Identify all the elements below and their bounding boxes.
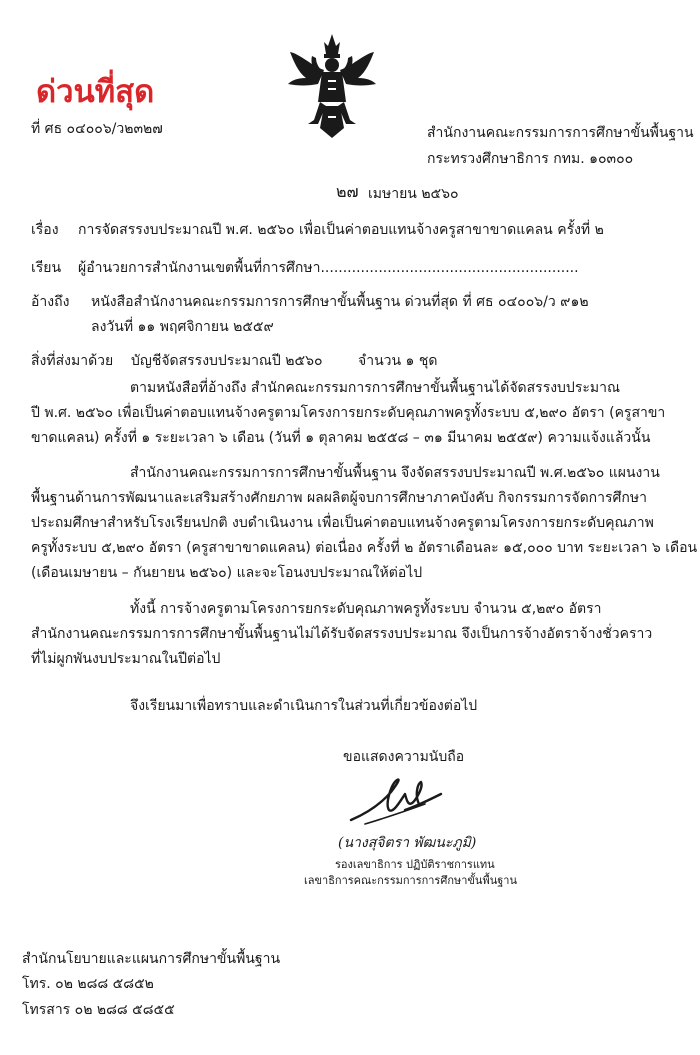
recipient-label: เรียน [31,260,62,276]
body-line: ที่ไม่ผูกพันงบประมาณในปีต่อไป [31,651,221,667]
sender-office: สำนักงานคณะกรรมการการศึกษาขั้นพื้นฐาน [427,125,694,141]
signatory-position-2: เลขาธิการคณะกรรมการการศึกษาขั้นพื้นฐาน [304,874,517,887]
body-line: ทั้งนี้ การจ้างครูตามโครงการยกระดับคุณภาพครูทั้งระบบ จำนวน ๕,๒๙๐ อัตรา [130,601,602,617]
signatory-name: (นางสุจิตรา พัฒนะภูมิ) [338,835,477,851]
enclosure-quantity: จำนวน ๑ ชุด [358,353,438,369]
body-line: ประถมศึกษาสำหรับโรงเรียนปกติ งบดำเนินงาน เพื่อเป็นค่าตอบแทนจ้างครูตามโครงการยกระดับคุณภาพ [31,515,654,531]
body-line: สำนักงานคณะกรรมการการศึกษาขั้นพื้นฐาน จึงจัดสรรงบประมาณปี พ.ศ.๒๕๖๐ แผนงาน [130,465,660,481]
reference-label: อ้างถึง [31,294,70,310]
body-line: ตามหนังสือที่อ้างถึง สำนักคณะกรรมการการศึกษาขั้นพื้นฐานได้จัดสรรงบประมาณ [130,380,620,396]
body-line: ขาดแคลน) ครั้งที่ ๑ ระยะเวลา ๖ เดือน (วันที่ ๑ ตุลาคม ๒๕๕๘ – ๓๑ มีนาคม ๒๕๕๙) ความแจ้งแล้วนั้น [31,430,651,446]
footer-office: สำนักนโยบายและแผนการศึกษาขั้นพื้นฐาน [22,951,281,967]
body-line: พื้นฐานด้านการพัฒนาและเสริมสร้างศักยภาพ ผลผลิตผู้จบการศึกษาภาคบังคับ กิจกรรมการจัดการศึกษา [31,490,647,506]
body-line: (เดือนเมษายน – กันยายน ๒๕๖๐) และจะโอนงบประมาณให้ต่อไป [31,565,423,581]
date-day: ๒๗ [336,182,359,201]
body-line: สำนักงานคณะกรรมการการศึกษาขั้นพื้นฐานไม่ได้รับจัดสรรงบประมาณ จึงเป็นการจ้างอัตราจ้างชั่วคราว [31,626,653,642]
footer-phone: โทร. ๐๒ ๒๘๘ ๕๘๕๒ [22,976,154,992]
enclosure-text: บัญชีจัดสรรงบประมาณปี ๒๕๖๐ [131,353,323,369]
subject-text: การจัดสรรงบประมาณปี พ.ศ. ๒๕๖๐ เพื่อเป็นค่าตอบแทนจ้างครูสาขาขาดแคลน ครั้งที่ ๒ [78,222,604,238]
sender-address: กระทรวงศึกษาธิการ กทม. ๑๐๓๐๐ [427,151,634,167]
enclosure-label: สิ่งที่ส่งมาด้วย [31,353,114,369]
body-paragraph-3 [31,597,676,672]
body-line: ปี พ.ศ. ๒๕๖๐ เพื่อเป็นค่าตอบแทนจ้างครูตามโครงการยกระดับคุณภาพครูทั้งระบบ ๕,๒๙๐ อัตรา (ครูสาขา [31,405,666,421]
recipient-text: ผู้อำนวยการสำนักงานเขตพื้นที่การศึกษา.......................................................... [78,260,579,276]
handwritten-signature [345,770,445,828]
footer-fax: โทรสาร ๐๒ ๒๘๘ ๕๘๕๕ [22,1002,175,1018]
body-line: ครูทั้งระบบ ๕,๒๙๐ อัตรา (ครูสาขาขาดแคลน) ต่อเนื่อง ครั้งที่ ๒ อัตราเดือนละ ๑๕,๐๐๐ บาท ระยะเวลา ๖ เดือน [31,540,698,556]
body-paragraph-1 [31,376,676,451]
garuda-emblem-icon [284,32,380,140]
signatory-position-1: รองเลขาธิการ ปฏิบัติราชการแทน [335,858,495,871]
body-paragraph-4: จึงเรียนมาเพื่อทราบและดำเนินการในส่วนที่เกี่ยวข้องต่อไป [130,698,478,714]
reference-line-2: ลงวันที่ ๑๑ พฤศจิกายน ๒๕๕๙ [91,319,274,335]
body-paragraph-2 [31,461,698,586]
subject-label: เรื่อง [31,222,59,238]
document-number: ที่ ศธ ๐๔๐๐๖/ว๒๓๒๗ [31,121,163,137]
date-month-year: เมษายน ๒๕๖๐ [368,186,459,202]
reference-line-1: หนังสือสำนักงานคณะกรรมการการศึกษาขั้นพื้นฐาน ด่วนที่สุด ที่ ศธ ๐๔๐๐๖/ว ๙๑๒ [91,294,589,310]
closing-salutation: ขอแสดงความนับถือ [343,749,465,765]
urgency-stamp: ด่วนที่สุด [36,74,155,110]
